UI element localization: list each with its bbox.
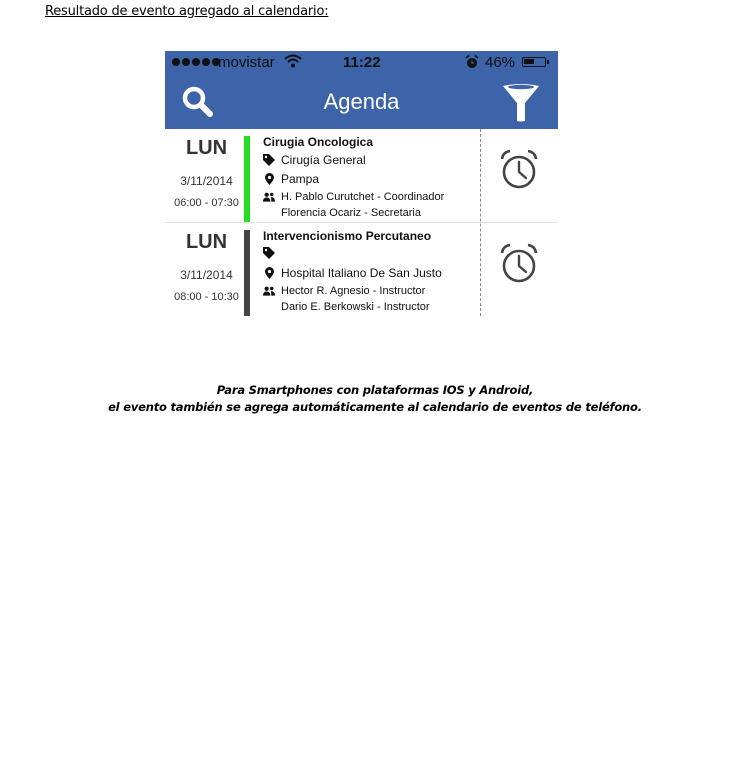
caption-line-1: Para Smartphones con plataformas IOS y Android, <box>216 383 534 397</box>
status-time: 11:22 <box>343 54 381 71</box>
funnel-icon[interactable] <box>502 83 540 123</box>
nav-bar <box>165 75 558 129</box>
signal-strength-icon <box>172 58 220 66</box>
event-date: 3/11/2014 <box>180 174 233 188</box>
alarm-clock-icon[interactable] <box>499 243 539 285</box>
event-day: LUN <box>185 231 228 253</box>
alarm-clock-icon[interactable] <box>499 149 539 191</box>
event-location-label: Hospital Italiano De San Justo <box>281 266 442 280</box>
users-icon <box>263 192 275 202</box>
event-day: LUN <box>185 137 228 159</box>
page-title: Agenda <box>323 89 400 114</box>
event-location-label: Pampa <box>281 172 320 186</box>
event-time: 06:00 - 07:30 <box>174 197 239 209</box>
map-pin-icon <box>263 267 275 279</box>
battery-percentage: 46% <box>485 54 516 71</box>
event-row[interactable] <box>165 223 558 316</box>
event-person <box>263 301 430 313</box>
document-heading: Resultado de evento agregado al calendario: <box>45 4 329 19</box>
status-bar <box>165 51 558 75</box>
event-person-name: Hector R. Agnesio - Instructor <box>281 285 426 297</box>
event-color-bar <box>244 230 250 316</box>
event-location <box>263 172 319 186</box>
carrier-name: movistar <box>218 54 275 71</box>
event-person-name: Florencia Ocariz - Secretaria <box>281 207 421 219</box>
event-time: 08:00 - 10:30 <box>174 291 239 303</box>
event-person <box>263 191 444 203</box>
event-row[interactable] <box>165 129 558 223</box>
event-title: Cirugia Oncologica <box>263 135 374 149</box>
event-category <box>263 153 366 167</box>
event-person <box>263 207 421 219</box>
phone-screenshot <box>165 51 558 316</box>
event-color-bar <box>244 136 250 222</box>
event-location <box>263 266 442 280</box>
battery-icon <box>522 57 546 67</box>
event-person-name: H. Pablo Curutchet - Coordinador <box>281 191 445 203</box>
map-pin-icon <box>263 173 275 185</box>
tag-icon <box>263 154 275 166</box>
wifi-icon <box>284 54 302 68</box>
event-title: Intervencionismo Percutaneo <box>263 229 432 243</box>
users-icon <box>263 286 275 296</box>
event-person-name: Dario E. Berkowski - Instructor <box>281 301 430 313</box>
event-category-label: Cirugía General <box>281 153 366 167</box>
event-person <box>263 285 425 297</box>
event-category <box>263 247 281 259</box>
alarm-status-icon <box>465 55 479 69</box>
tag-icon <box>263 247 275 259</box>
event-date: 3/11/2014 <box>180 268 233 282</box>
caption-line-2: el evento también se agrega automáticamente al calendario de eventos de teléfono. <box>108 400 642 414</box>
